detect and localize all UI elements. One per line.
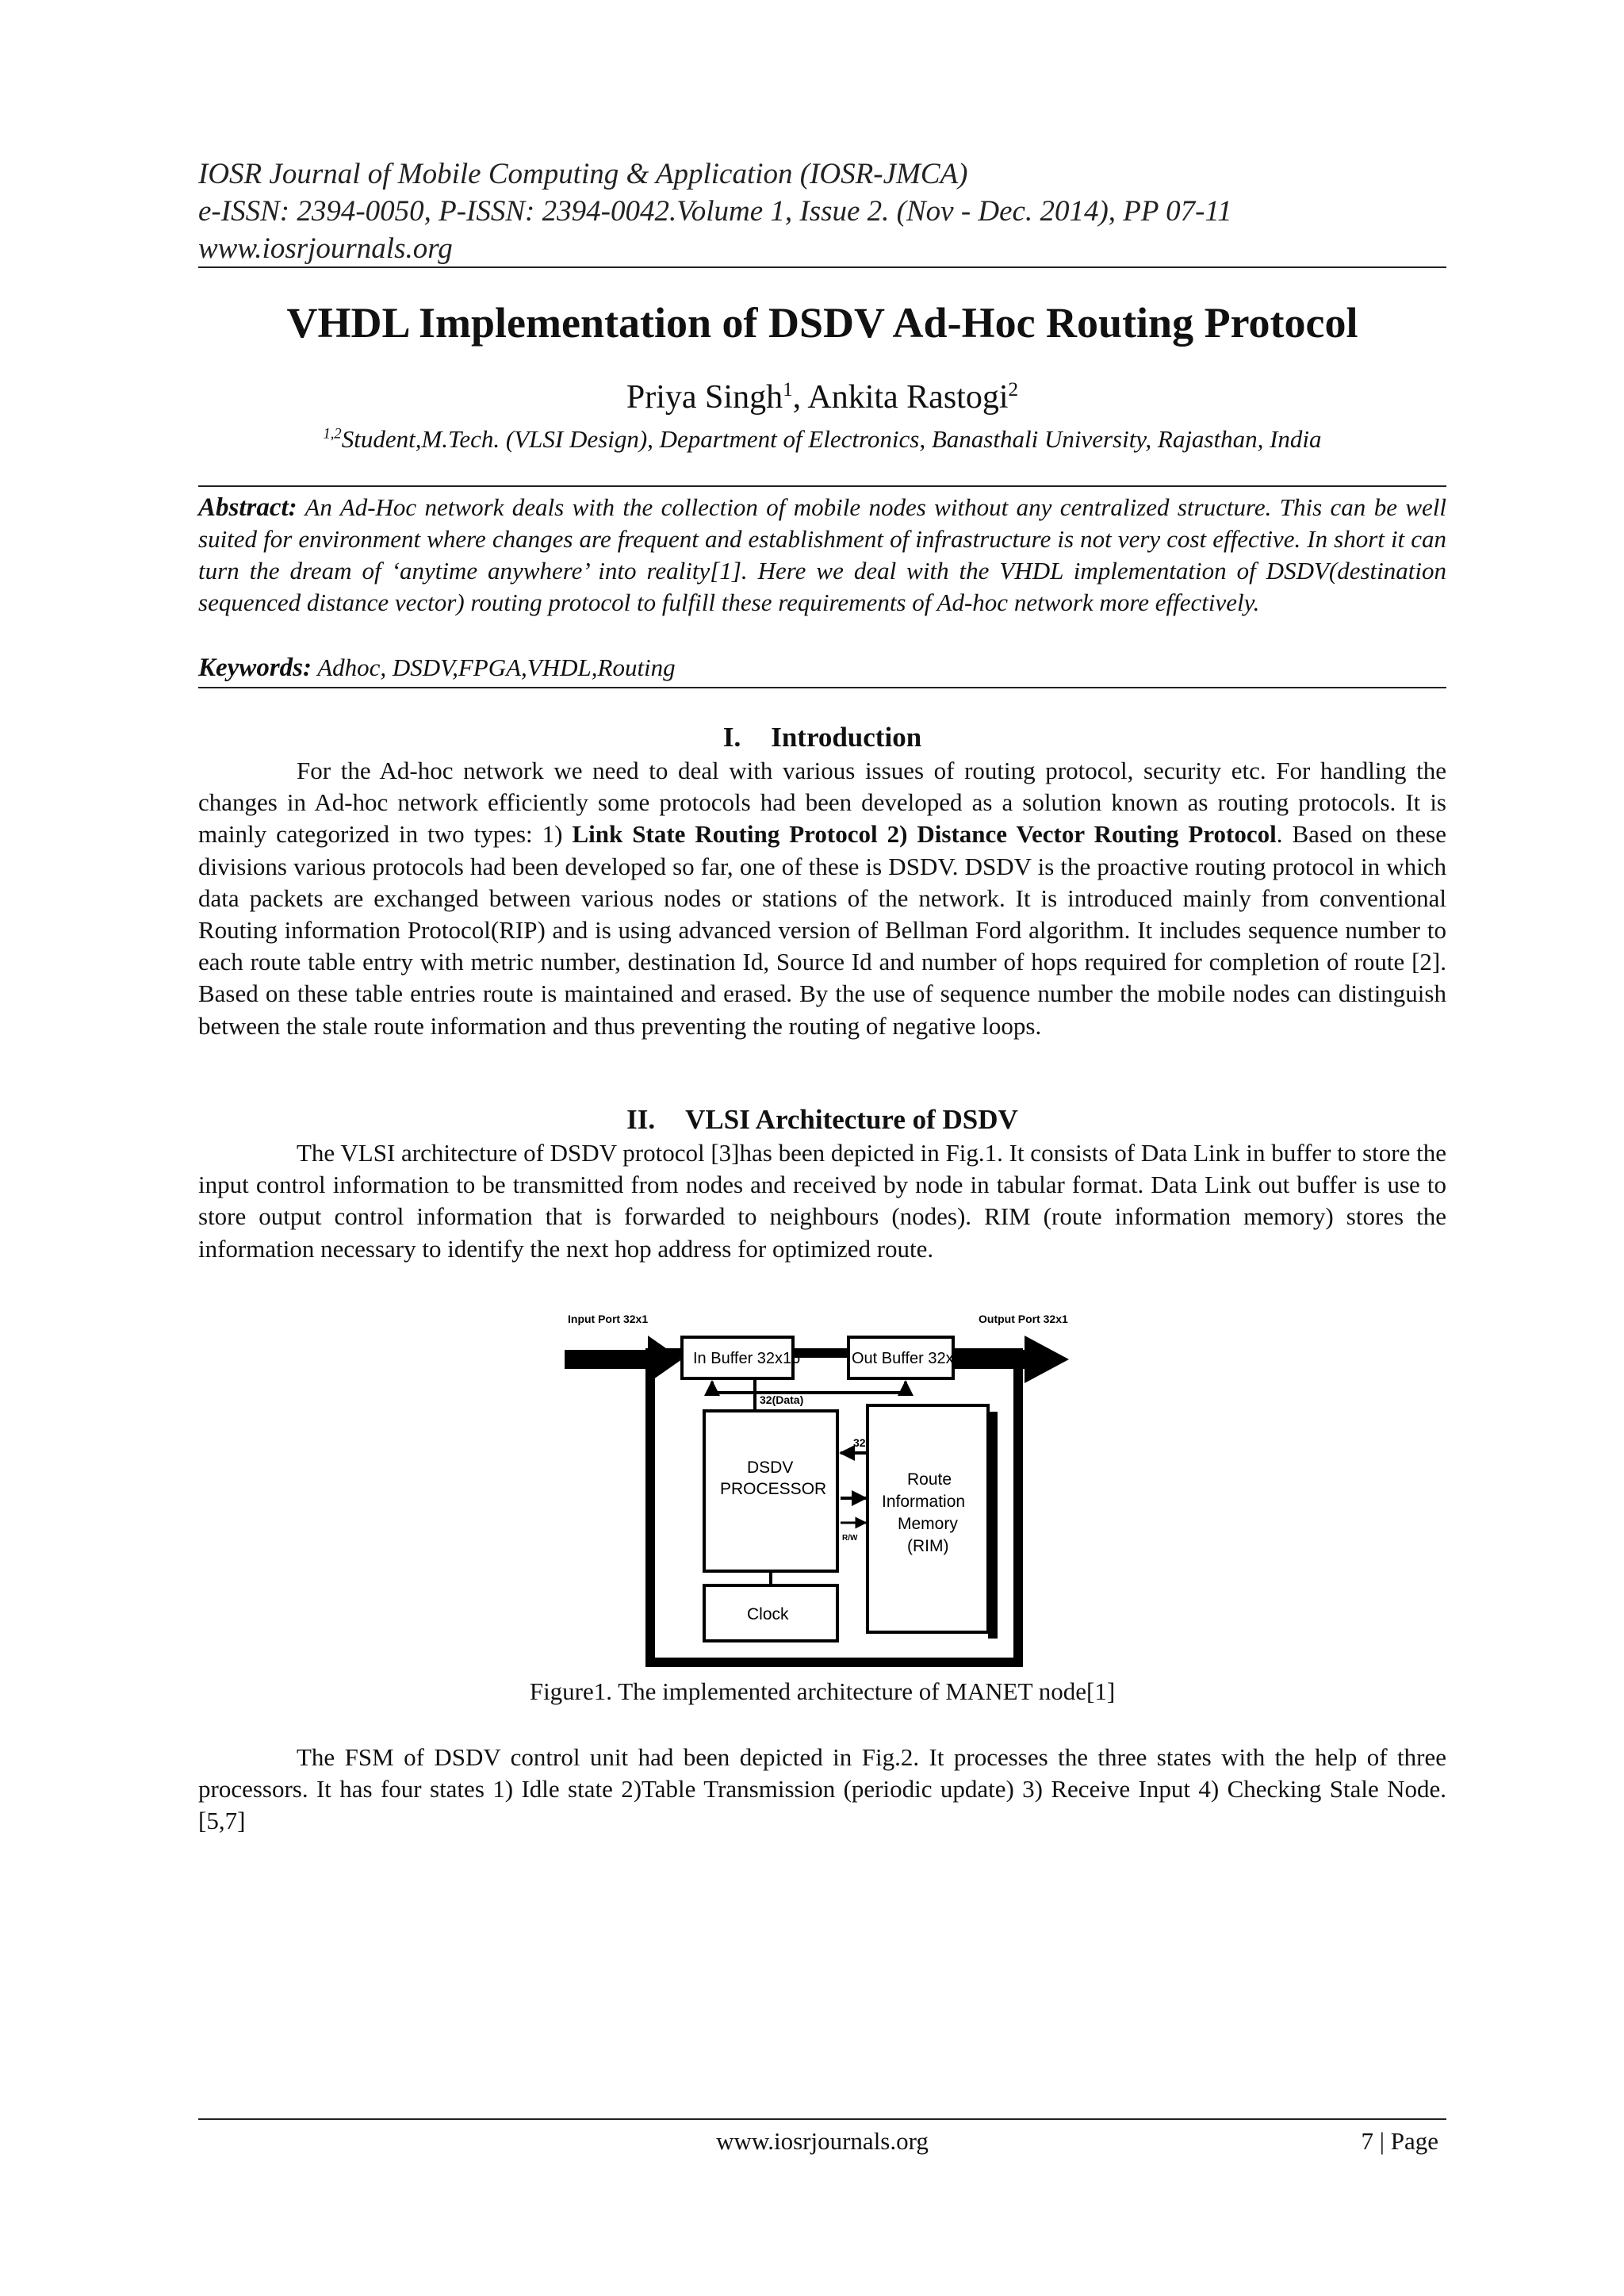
footer-website: www.iosrjournals.org bbox=[716, 2127, 929, 2155]
data-bus-label: 32(Data) bbox=[760, 1393, 804, 1406]
paragraph-text: For the Ad-hoc network we need to deal with various issues of routing protocol, security etc. For handling the changes in Ad-hoc network efficiently some protocols had been developed as a solution known as routing protocols. It is mainly categorized in two types: 1) bbox=[198, 757, 1446, 849]
header-divider bbox=[198, 266, 1446, 268]
processor-label: PROCESSOR bbox=[720, 1480, 827, 1498]
journal-name: IOSR Journal of Mobile Computing & Application (IOSR-JMCA) bbox=[198, 158, 968, 190]
author-name: Priya Singh bbox=[626, 379, 783, 416]
author-name: Ankita Rastogi bbox=[807, 379, 1009, 416]
processor-label: DSDV bbox=[747, 1458, 794, 1477]
author-superscript: 1 bbox=[783, 379, 793, 401]
output-port-label: Output Port 32x1 bbox=[979, 1313, 1068, 1325]
keywords-text: Adhoc, DSDV,FPGA,VHDL,Routing bbox=[317, 654, 676, 681]
affiliation-text: Student,M.Tech. (VLSI Design), Department of Electronics, Banasthali University, Rajasthan, India bbox=[341, 425, 1322, 453]
author-superscript: 2 bbox=[1008, 379, 1019, 401]
input-port-arrow bbox=[565, 1336, 682, 1383]
abstract-label: Abstract: bbox=[198, 493, 297, 522]
section-number: I. bbox=[722, 722, 741, 753]
rim-label: Information bbox=[882, 1493, 966, 1511]
address-bus-label: 32 bbox=[853, 1436, 866, 1449]
affiliation bbox=[198, 423, 1446, 456]
rim-label: Route bbox=[907, 1470, 952, 1489]
in-buffer-label: In Buffer 32x16 bbox=[693, 1350, 801, 1367]
keywords-label: Keywords: bbox=[198, 654, 312, 682]
architecture-paragraph bbox=[198, 1137, 1446, 1265]
input-port-label: Input Port 32x1 bbox=[568, 1313, 649, 1325]
journal-website: www.iosrjournals.org bbox=[198, 232, 453, 265]
figure-architecture-diagram bbox=[565, 1304, 1088, 1670]
rw-label: R/W bbox=[842, 1534, 858, 1543]
rim-block-shadow bbox=[988, 1412, 998, 1639]
footer-divider bbox=[198, 2118, 1446, 2120]
out-buffer-label: Out Buffer 32x16 bbox=[852, 1350, 971, 1367]
paper-title: VHDL Implementation of DSDV Ad-Hoc Routing Protocol bbox=[286, 299, 1358, 347]
affiliation-superscript: 1,2 bbox=[323, 425, 342, 443]
section-title: Introduction bbox=[771, 722, 922, 753]
page-number: 7 | Page bbox=[1361, 2127, 1438, 2155]
keywords bbox=[198, 652, 1446, 684]
fsm-paragraph bbox=[198, 1742, 1446, 1838]
introduction-paragraph bbox=[198, 755, 1446, 1042]
section-number: II. bbox=[626, 1104, 656, 1135]
abstract-top-divider bbox=[198, 485, 1446, 487]
paragraph-text: The VLSI architecture of DSDV protocol [3]has been depicted in Fig.1. It consists of Data Link in buffer to store the input control information to be transmitted from nodes and received by node in tabular format. Data Link out buffer is use to store output control information that is forwarded to neighbours (nodes). RIM (route information memory) stores the information necessary to identify the next hop address for optimized route. bbox=[198, 1139, 1446, 1263]
author-line bbox=[198, 377, 1446, 418]
abstract bbox=[198, 492, 1446, 619]
section-heading-introduction bbox=[198, 720, 1446, 755]
section-title: VLSI Architecture of DSDV bbox=[685, 1104, 1018, 1135]
rim-label: Memory bbox=[898, 1515, 958, 1533]
paragraph-text: . Based on these divisions various protocols had been developed so far, one of these is DSDV. DSDV is the proactive routing protocol in which data packets are exchanged between various nodes or stations of the network. It is introduced mainly from conventional Routing information Protocol(RIP) and is using advanced version of Bellman Ford algorithm. It includes sequence number to each route table entry with metric number, destination Id, Source Id and number of hops required for completion of route [2]. Based on these table entries route is maintained and erased. By the use of sequence number the mobile nodes can distinguish between the stale route information and thus preventing the routing of negative loops. bbox=[198, 820, 1446, 1040]
clock-label: Clock bbox=[747, 1605, 789, 1623]
abstract-bottom-divider bbox=[198, 687, 1446, 688]
abstract-text: An Ad-Hoc network deals with the collection of mobile nodes without any centralized structure. This can be well suited for environment where changes are frequent and establishment of infrastructure is not very cost effective. In short it can turn the dream of ‘anytime anywhere’ into reality[1]. Here we deal with the VHDL implementation of DSDV(destination sequenced distance vector) routing protocol to fulfill these requirements of Ad-hoc network more effectively. bbox=[198, 493, 1446, 616]
author-separator: , bbox=[792, 379, 808, 416]
paragraph-text: The FSM of DSDV control unit had been depicted in Fig.2. It processes the three states with the help of three processors. It has four states 1) Idle state 2)Table Transmission (periodic update) 3) Receive Input 4) Checking Stale Node.[5,7] bbox=[198, 1743, 1446, 1835]
figure-caption: Figure1. The implemented architecture of MANET node[1] bbox=[529, 1677, 1116, 1705]
journal-issn: e-ISSN: 2394-0050, P-ISSN: 2394-0042.Volume 1, Issue 2. (Nov - Dec. 2014), PP 07-11 bbox=[198, 195, 1232, 228]
section-heading-vlsi-architecture bbox=[198, 1102, 1446, 1137]
journal-header bbox=[198, 155, 1451, 267]
rim-label: (RIM) bbox=[907, 1537, 949, 1555]
paragraph-bold-text: Link State Routing Protocol 2) Distance Vector Routing Protocol bbox=[572, 820, 1277, 849]
